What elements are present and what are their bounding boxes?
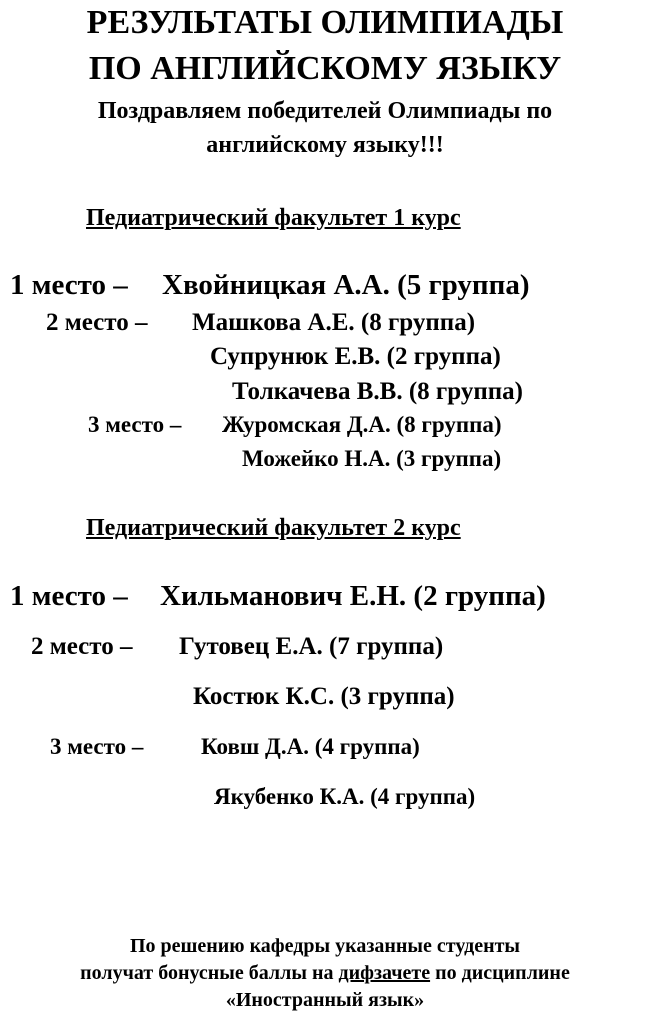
congrats-line-1: Поздравляем победителей Олимпиады по [97,98,553,124]
course2-third-place-winner: Ковш Д.А. (4 группа) [201,734,420,759]
course2-second-place-winner: Гутовец Е.А. (7 группа) [179,633,444,660]
course2-first-place-winner: Хильманович Е.Н. (2 группа) [160,580,546,612]
course1-second-place-label: 2 место – [46,309,148,336]
course1-third-place-winner: Журомская Д.А. (8 группа) [222,412,502,437]
footer-line-2 [0,960,650,986]
page-title-line-1: РЕЗУЛЬТАТЫ ОЛИМПИАДЫ [86,4,564,41]
course1-second-place-winner: Толкачева В.В. (8 группа) [232,378,523,405]
course2-second-place-label: 2 место – [31,633,133,660]
course2-third-place-winner: Якубенко К.А. (4 группа) [214,784,476,809]
course1-first-place-label: 1 место – [10,269,128,301]
footer-line-1: По решению кафедры указанные студенты [129,935,521,957]
course2-first-place-label: 1 место – [10,580,128,612]
course1-second-place-winner: Супрунюк Е.В. (2 группа) [210,343,501,370]
course2-third-place-label: 3 место – [50,734,144,759]
footer-line-3: «Иностранный язык» [225,989,425,1011]
course1-third-place-winner: Можейко Н.А. (3 группа) [242,446,502,471]
page-title-line-2: ПО АНГЛИЙСКОМУ ЯЗЫКУ [88,50,562,87]
course1-third-place-label: 3 место – [88,412,182,437]
footer-line-2-end: по дисциплине [430,962,570,984]
congrats-line-2: английскому языку!!! [206,132,444,158]
footer-line-2-start: получат бонусные баллы на [80,962,339,984]
course2-second-place-winner: Костюк К.С. (3 группа) [193,683,455,710]
course2-heading: Педиатрический факультет 2 курс [86,515,461,541]
course1-second-place-winner: Машкова А.Е. (8 группа) [192,309,476,336]
footer-underlined-word: дифзачете [338,962,431,984]
course1-first-place-winner: Хвойницкая А.А. (5 группа) [162,269,530,301]
course1-heading: Педиатрический факультет 1 курс [86,205,461,231]
